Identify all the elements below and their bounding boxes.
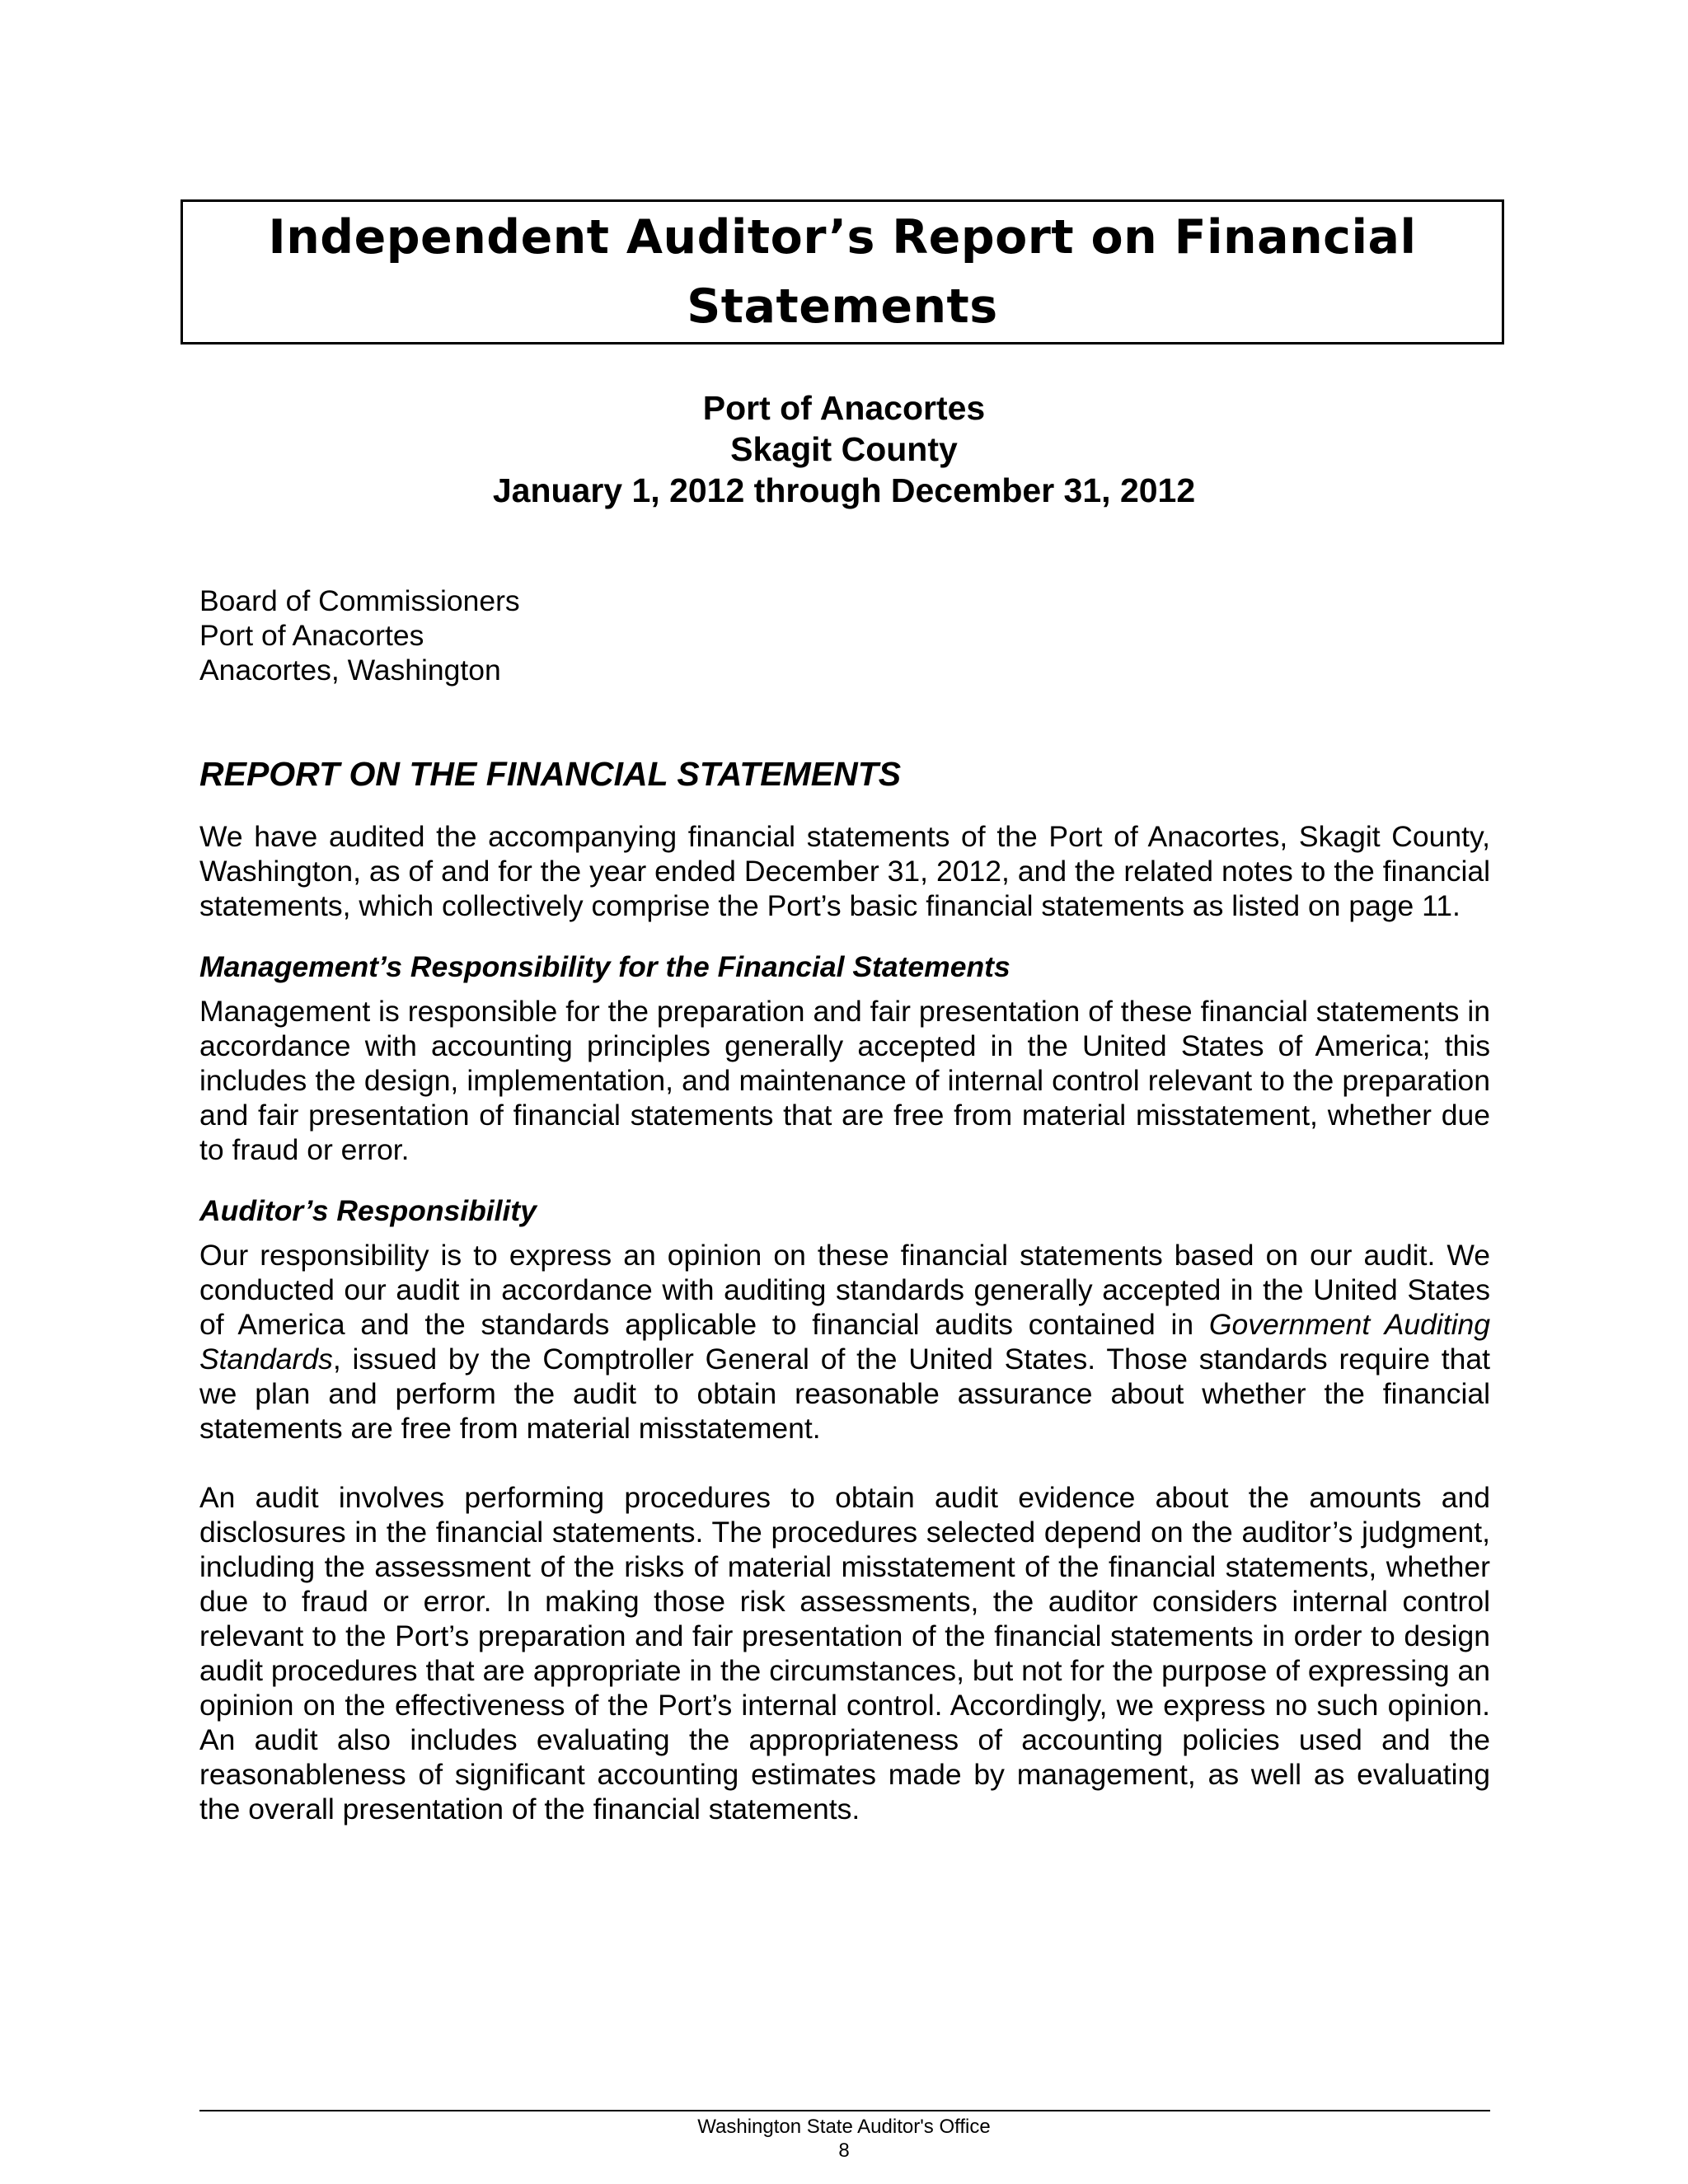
auditor-responsibility-paragraph-1 [199,1238,1490,1446]
page-number: 8 [838,2139,850,2162]
report-body [199,583,1490,1826]
auditor-p1-text-start: Our responsibility is to express an opinion on these financial statements based on our audit. We conducted our audit in accordance with auditing standards generally accepted in the United States of America and the standards applicable to financial audits contained in [199,1239,1490,1341]
report-title-box [181,199,1504,344]
addressee-block [199,583,1490,687]
entity-header [0,387,1688,511]
page-footer [0,2115,1688,2163]
auditor-responsibility-paragraph-2: An audit involves performing procedures to obtain audit evidence about the amounts and disclosures in the financial statements. The procedures selected depend on the auditor’s judgment, including the assessment of the risks of material misstatement of the financial statements, whether due to fraud or error. In making those risk assessments, the auditor considers internal control relevant to the Port’s preparation and fair presentation of the financial statements in order to design audit procedures that are appropriate in the circumstances, but not for the purpose of expressing an opinion on the effectiveness of the Port’s internal control. Accordingly, we express no such opinion. An audit also includes evaluating the appropriateness of accounting policies used and the reasonableness of significant accounting estimates made by management, as well as evaluating the overall presentation of the financial statements. [199,1481,1490,1825]
management-responsibility-heading: Management’s Responsibility for the Financial Statements [199,950,1010,983]
addressee-line-1: Board of Commissioners [199,584,520,617]
footer-divider [199,2110,1490,2111]
report-title: Independent Auditor’s Report on Financial Statements [268,210,1417,334]
management-responsibility-paragraph: Management is responsible for the preparation and fair presentation of these financial statements in accordance with accounting principles generally accepted in the United States of America; this includes the design, implementation, and maintenance of internal control relevant to the preparation and fair presentation of financial statements that are free from material misstatement, whether due to fraud or error. [199,995,1490,1166]
auditor-p1-text-end: , issued by the Comptroller General of the United States. Those standards require that we plan and perform the audit to obtain reasonable assurance about whether the financial statements are free from material misstatement. [199,1343,1490,1445]
footer-office: Washington State Auditor's Office [697,2116,991,2138]
audit-period: January 1, 2012 through December 31, 2012 [492,471,1196,509]
entity-name: Port of Anacortes [702,389,986,427]
entity-county: Skagit County [730,430,958,468]
auditor-responsibility-heading: Auditor’s Responsibility [199,1194,537,1227]
addressee-line-2: Port of Anacortes [199,619,424,652]
section-heading: REPORT ON THE FINANCIAL STATEMENTS [199,755,902,793]
addressee-line-3: Anacortes, Washington [199,654,501,687]
government-auditing-standards: Government Auditing Standards [199,1308,1490,1376]
intro-paragraph: We have audited the accompanying financial statements of the Port of Anacortes, Skagit County, Washington, as of and for the year ended December 31, 2012, and the related notes to the financial statements, which collectively comprise the Port’s basic financial statements as listed on page 11. [199,820,1490,922]
